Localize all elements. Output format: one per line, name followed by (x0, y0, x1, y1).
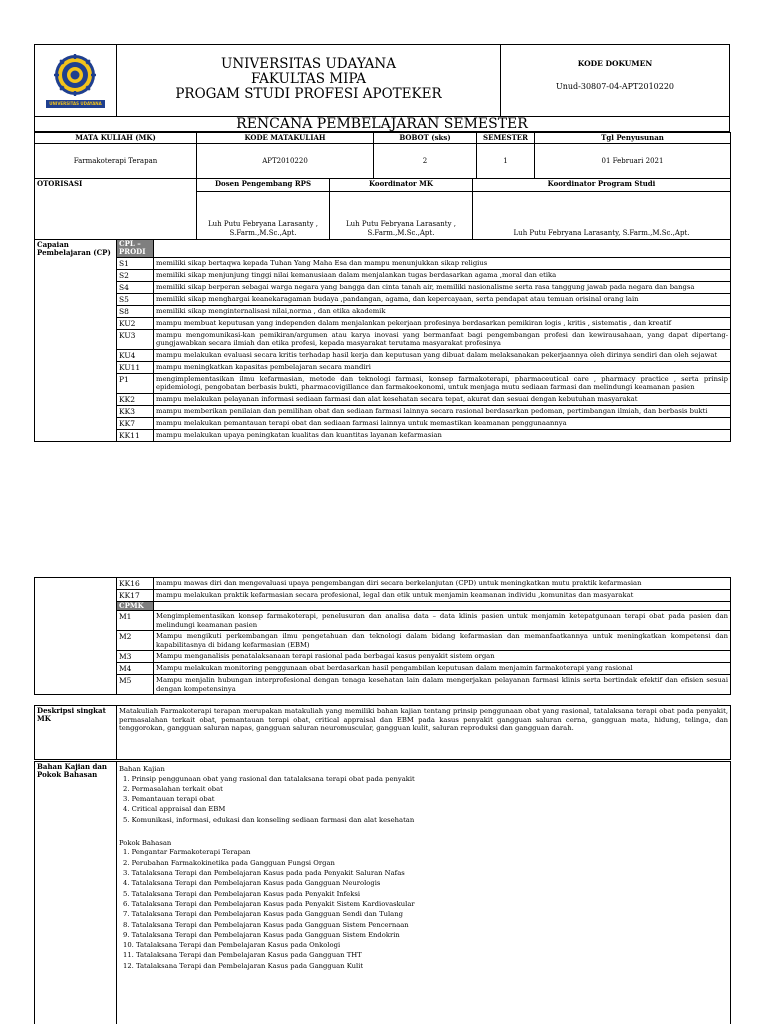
faculty-name: FAKULTAS MIPA (250, 71, 367, 87)
kode-dokumen-value: Unud-30807-04-APT2010220 (555, 82, 675, 91)
cpl-code: P1 (117, 373, 154, 393)
cpmk-code: M5 (117, 675, 154, 695)
header-kode-matakuliah: KODE MATAKULIAH (197, 133, 374, 144)
koordinator-prodi-name: Luh Putu Febryana Larasanty, S.Farm.,M.Sc.,Apt. (473, 192, 731, 240)
header-mata-kuliah: MATA KULIAH (MK) (35, 133, 197, 144)
cpmk-code: M4 (117, 663, 154, 675)
cpl-text: mampu melakukan evaluasi secara kritis terhadap hasil kerja dan keputusan yang dibuat dalam melaksanakan pekerjaannya oleh dirinya sendiri dan oleh sejawat (154, 349, 731, 361)
cpl-code: S1 (117, 257, 154, 269)
cpl-row (35, 317, 731, 329)
cpmk-header: CPMK (117, 602, 154, 611)
cpl-row (35, 329, 731, 349)
cp-label-continued (35, 578, 117, 695)
bahan-kajian-list (119, 774, 728, 825)
header-koordinator-mk: Koordinator MK (330, 179, 473, 192)
bahan-kajian-table (34, 761, 731, 1024)
otorisasi-table (34, 178, 731, 240)
bahan-kajian-item: 5. Komunikasi, informasi, edukasi dan konseling sediaan farmasi dan alat kesehatan (123, 815, 415, 824)
bahan-content (117, 762, 731, 1024)
cpl-row (35, 349, 731, 361)
cpl-code: KK16 (117, 578, 154, 590)
cpl-text: mampu meningkatkan kapasitas pembelajaran secara mandiri (154, 361, 731, 373)
pokok-bahasan-item: 3. Tatalaksana Terapi dan Pembelajaran Kasus pada pada Penyakit Saluran Nafas (123, 869, 405, 878)
cpmk-text: Mengimplementasikan konsep farmakoterapi, penelusuran dan analisa data – data klinis pasien untuk menjamin ketepatgunaan terapi obat pada pasien dan melindungi keamanan pasien (154, 611, 731, 631)
pokok-bahasan-item: 7. Tatalaksana Terapi dan Pembelajaran Kasus pada Gangguan Sendi dan Tulang (123, 910, 403, 919)
cpl-text: memiliki sikap menghargai keanekaragaman budaya ,pandangan, agama, dan kepercayaan, serta pendapat atau temuan orisinal orang lain (154, 293, 731, 305)
cpl-code: KK3 (117, 405, 154, 417)
header-semester: SEMESTER (477, 133, 535, 144)
cpl-code: KK2 (117, 393, 154, 405)
koordinator-mk-name: Luh Putu Febryana Larasanty , S.Farm.,M.Sc.,Apt. (330, 192, 473, 240)
header-dosen-pengembang: Dosen Pengembang RPS (197, 179, 330, 192)
logo-caption: UNIVERSITAS UDAYANA (49, 101, 102, 106)
cpl-code: KK7 (117, 417, 154, 429)
cpl-code: KU4 (117, 349, 154, 361)
cpmk-text: Mampu menganalisis penatalaksanaan terapi rasional pada berbagai kasus penyakit sistem organ (154, 651, 731, 663)
document-header (34, 44, 730, 117)
logo-cell (35, 45, 117, 116)
cpl-text: memiliki sikap bertaqwa kepada Tuhan Yang Maha Esa dan mampu menunjukkan sikap religius (154, 257, 731, 269)
cpl-row (35, 405, 731, 417)
cpl-text: mampu melakukan praktik kefarmasian secara profesional, legal dan etik untuk menjamin keamanan individu ,komunitas dan masyarakat (154, 590, 731, 602)
cpl-row (35, 393, 731, 405)
pokok-bahasan-title: Pokok Bahasan (119, 838, 172, 847)
cpl-text: mampu melakukan pelayanan informasi sediaan farmasi dan alat kesehatan secara tepat, akurat dan sesuai dengan kebutuhan masyarakat (154, 393, 731, 405)
cpl-row (35, 417, 731, 429)
bahan-kajian-title: Bahan Kajian (119, 765, 165, 773)
cpl-code: KU3 (117, 329, 154, 349)
cpl-code: S8 (117, 305, 154, 317)
cpl-row (35, 257, 731, 269)
cpl-text: mampu memberikan penilaian dan pemilihan obat dan sediaan farmasi lainnya secara rasional berdasarkan pedoman, pertimbangan ilmiah, dan berbasis bukti (154, 405, 731, 417)
university-name: UNIVERSITAS UDAYANA (220, 56, 396, 72)
document-page-2 (0, 575, 768, 1024)
cpl-text: mampu mawas diri dan mengevaluasi upaya pengembangan diri secara berkelanjutan (CPD) untuk meningkatkan mutu praktik kefarmasian (154, 578, 731, 590)
bahan-kajian-item: 2. Permasalahan terkait obat (123, 784, 223, 793)
cpl-text: mampu melakukan upaya peningkatan kualitas dan kuantitas layanan kefarmasian (154, 429, 731, 441)
deskripsi-text: Matakuliah Farmakoterapi terapan merupakan matakuliah yang memiliki bahan kajian tentang prinsip penggunaan obat yang rasional, tatalaksana terapi obat pada penyakit, permasalahan terkait obat, pemantauan terapi obat, critical appraisal dan EBM pada kasus penyakit gangguan saluran cerna, gangguan mata, hidung, telinga, dan tenggorokan, gangguan saluran napas, gangguan saluran neuromuscular, gangguan kulit, saluran reproduksi dan gangguan darah. (117, 706, 731, 760)
value-mata-kuliah: Farmakoterapi Terapan (35, 144, 197, 179)
cpmk-code: M3 (117, 651, 154, 663)
cpl-text: mengimplementasikan ilmu kefarmasian, metode dan teknologi farmasi, konsep farmakoterapi, pharmaceutical care , pharmacy practice , serta prinsip epidemiologi, pengobatan berbasis bukti, pharmacovigillance dan farmakoekonomi, untuk menjaga mutu sediaan farmasi dan melindungi keamanan pasien (154, 373, 731, 393)
pokok-bahasan-item: 2. Perubahan Farmakokinetika pada Gangguan Fungsi Organ (123, 858, 335, 867)
cpl-row (35, 361, 731, 373)
cpmk-code: M2 (117, 631, 154, 651)
cpl-row (35, 590, 731, 602)
pokok-bahasan-item: 4. Tatalaksana Terapi dan Pembelajaran Kasus pada Gangguan Neurologis (123, 879, 381, 888)
cpl-code: KK17 (117, 590, 154, 602)
program-name: PROGAM STUDI PROFESI APOTEKER (175, 86, 442, 102)
cpl-row (35, 429, 731, 441)
cpl-code: KK11 (117, 429, 154, 441)
pokok-bahasan-list (119, 847, 728, 971)
value-tgl-penyusunan: 01 Februari 2021 (535, 144, 731, 179)
cp-label: Capaian Pembelajaran (CP) (35, 240, 117, 442)
header-koordinator-prodi: Koordinator Program Studi (473, 179, 731, 192)
cpl-table (34, 239, 731, 442)
cpl-code: S5 (117, 293, 154, 305)
header-tgl-penyusunan: Tgl Penyusunan (535, 133, 731, 144)
cpmk-text: Mampu mengikuti perkembangan ilmu pengetahuan dan teknologi dalam bidang kefarmasian dan memanfaatkannya untuk meningkatkan kompetensi dan kapabilitasnya di bidang kefarmasian (EBM) (154, 631, 731, 651)
rps-title: RENCANA PEMBELAJARAN SEMESTER (34, 116, 730, 132)
cpl-cpmk-table (34, 577, 731, 695)
cpl-text: memiliki sikap menjunjung tinggi nilai kemanusiaan dalam menjalankan tugas berdasarkan agama ,moral dan etika (154, 269, 731, 281)
pokok-bahasan-item: 8. Tatalaksana Terapi dan Pembelajaran Kasus pada Gangguan Sistem Pencernaan (123, 920, 409, 929)
cpl-prodi-header: CPL – PRODI (117, 240, 154, 258)
cpl-row (35, 373, 731, 393)
cpmk-code: M1 (117, 611, 154, 631)
kode-dokumen-block (501, 45, 729, 116)
header-bobot: BOBOT (sks) (374, 133, 477, 144)
cpmk-text: Mampu menjalin hubungan interprofesional dengan tenaga kesehatan lain dalam mengerjakan pelayanan farmasi klinis serta bertindak efektif dan efisien sesuai dengan kompetensinya (154, 675, 731, 695)
cpl-row (35, 269, 731, 281)
cpl-text: mampu membuat keputusan yang independen dalam menjalankan pekerjaan profesinya berdasarkan pemikiran logis , kritis , sistematis , dan kreatif (154, 317, 731, 329)
cpl-row (35, 293, 731, 305)
value-kode-matakuliah: APT2010220 (197, 144, 374, 179)
value-semester: 1 (477, 144, 535, 179)
cpmk-row (35, 663, 731, 675)
kode-dokumen-label: KODE DOKUMEN (577, 59, 653, 68)
cpl-code: KU11 (117, 361, 154, 373)
cpmk-row (35, 651, 731, 663)
pokok-bahasan-item: 5. Tatalaksana Terapi dan Pembelajaran Kasus pada Penyakit Infeksi (123, 889, 360, 898)
document-page-1 (0, 0, 768, 510)
bahan-kajian-item: 1. Prinsip penggunaan obat yang rasional dan tatalaksana terapi obat pada penyakit (123, 774, 415, 783)
deskripsi-table (34, 705, 731, 760)
cpl-text: mampu mengomunikasi-kan pemikiran/argumen atau karya inovasi yang bermanfaat bagi pengembangan profesi dan kewirausahaan, yang dapat dipertang-gungjawabkan secara ilmiah dan etika profesi, kepada masyarakat terutama masyarakat profesinya (154, 329, 731, 349)
cpl-row (35, 281, 731, 293)
course-info-table (34, 132, 731, 179)
cpl-code: KU2 (117, 317, 154, 329)
cpl-row (35, 305, 731, 317)
pokok-bahasan-item: 12. Tatalaksana Terapi dan Pembelajaran Kasus pada Gangguan Kulit (123, 961, 364, 970)
cpmk-text: Mampu melakukan monitoring penggunaan obat berdasarkan hasil pengambilan keputusan dalam menjamin farmakoterapi yang rasional (154, 663, 731, 675)
cpl-row (35, 578, 731, 590)
dosen-pengembang-name: Luh Putu Febryana Larasanty , S.Farm.,M.Sc.,Apt. (197, 192, 330, 240)
pokok-bahasan-item: 1. Pengantar Farmakoterapi Terapan (123, 848, 251, 857)
cpmk-row (35, 611, 731, 631)
header-title-block (117, 45, 501, 116)
cpl-code: S2 (117, 269, 154, 281)
cpl-text: memiliki sikap berperan sebagai warga negara yang bangga dan cinta tanah air, memiliki nasionalisme serta rasa tanggung jawab pada negara dan bangsa (154, 281, 731, 293)
pokok-bahasan-item: 10. Tatalaksana Terapi dan Pembelajaran Kasus pada Onkologi (123, 941, 341, 950)
value-bobot: 2 (374, 144, 477, 179)
pokok-bahasan-item: 6. Tatalaksana Terapi dan Pembelajaran Kasus pada Penyakit Sistem Kardiovaskular (123, 899, 415, 908)
otorisasi-label: OTORISASI (35, 179, 197, 240)
cpmk-row (35, 675, 731, 695)
pokok-bahasan-item: 11. Tatalaksana Terapi dan Pembelajaran Kasus pada Gangguan THT (123, 951, 362, 960)
bahan-kajian-item: 3. Pemantauan terapi obat (123, 795, 215, 804)
bahan-label: Bahan Kajian dan Pokok Bahasan (35, 762, 117, 1024)
pokok-bahasan-item: 9. Tatalaksana Terapi dan Pembelajaran Kasus pada Gangguan Sistem Endokrin (123, 930, 400, 939)
cpl-text: memiliki sikap menginternalisasi nilai,norma , dan etika akademik (154, 305, 731, 317)
cpmk-row (35, 631, 731, 651)
cpl-code: S4 (117, 281, 154, 293)
deskripsi-label: Deskripsi singkat MK (35, 706, 117, 760)
bahan-kajian-item: 4. Critical appraisal dan EBM (123, 805, 226, 814)
cpl-text: mampu melakukan pemantauan terapi obat dan sediaan farmasi lainnya untuk memastikan keamanan penggunaannya (154, 417, 731, 429)
